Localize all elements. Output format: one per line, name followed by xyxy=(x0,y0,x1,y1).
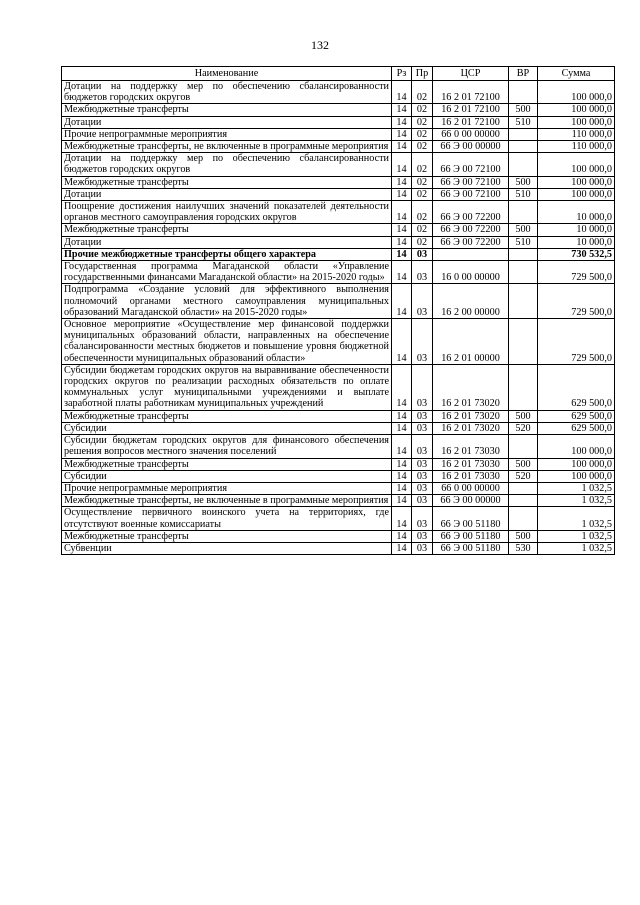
row-name: Субсидии xyxy=(62,470,392,482)
row-sum: 100 000,0 xyxy=(538,176,615,188)
row-vr xyxy=(509,153,538,176)
row-csr: 16 2 01 73020 xyxy=(433,364,509,410)
table-row xyxy=(62,435,615,458)
row-sum: 100 000,0 xyxy=(538,435,615,458)
row-name: Основное мероприятие «Осуществление мер финансовой поддержки муниципальных образований области, направленных на обеспечение сбалансированности местных бюджетов и повышение уровня бюджетной обеспеченности муниципальных образований области» xyxy=(62,319,392,365)
table-row xyxy=(62,319,615,365)
table-row xyxy=(62,364,615,410)
row-pr: 03 xyxy=(412,507,433,530)
table-body xyxy=(62,81,615,555)
row-sum: 100 000,0 xyxy=(538,458,615,470)
row-rz: 14 xyxy=(392,284,412,319)
row-name: Дотации xyxy=(62,188,392,200)
table-row xyxy=(62,410,615,422)
row-vr xyxy=(509,495,538,507)
row-name: Дотации на поддержку мер по обеспечению сбалансированности бюджетов городских округов xyxy=(62,153,392,176)
row-vr: 510 xyxy=(509,116,538,128)
row-rz: 14 xyxy=(392,530,412,542)
row-vr xyxy=(509,319,538,365)
row-csr: 66 Э 00 72200 xyxy=(433,236,509,248)
row-sum: 100 000,0 xyxy=(538,470,615,482)
header-name: Наименование xyxy=(62,67,392,81)
table-row xyxy=(62,261,615,284)
row-name: Межбюджетные трансферты xyxy=(62,224,392,236)
row-pr: 03 xyxy=(412,542,433,554)
row-csr: 16 2 01 72100 xyxy=(433,104,509,116)
row-rz: 14 xyxy=(392,507,412,530)
row-name: Субсидии бюджетам городских округов для финансового обеспечения решения вопросов местного значения поселений xyxy=(62,435,392,458)
row-name: Дотации xyxy=(62,236,392,248)
table-row xyxy=(62,530,615,542)
row-name: Межбюджетные трансферты, не включенные в программные мероприятия xyxy=(62,495,392,507)
row-pr: 02 xyxy=(412,176,433,188)
table-row xyxy=(62,176,615,188)
row-sum: 100 000,0 xyxy=(538,116,615,128)
table-row xyxy=(62,188,615,200)
table-row xyxy=(62,236,615,248)
row-vr: 530 xyxy=(509,542,538,554)
row-sum: 100 000,0 xyxy=(538,188,615,200)
row-pr: 03 xyxy=(412,495,433,507)
row-name: Межбюджетные трансферты xyxy=(62,458,392,470)
row-vr xyxy=(509,201,538,224)
row-csr: 16 2 01 00000 xyxy=(433,319,509,365)
table-row xyxy=(62,248,615,260)
row-pr: 03 xyxy=(412,458,433,470)
row-rz: 14 xyxy=(392,81,412,104)
row-vr: 520 xyxy=(509,422,538,434)
budget-table xyxy=(61,66,615,555)
row-name: Прочие непрограммные мероприятия xyxy=(62,482,392,494)
row-csr: 16 0 00 00000 xyxy=(433,261,509,284)
row-csr: 16 2 01 72100 xyxy=(433,116,509,128)
row-pr: 02 xyxy=(412,201,433,224)
row-vr xyxy=(509,507,538,530)
row-sum: 100 000,0 xyxy=(538,81,615,104)
row-rz: 14 xyxy=(392,201,412,224)
header-vr: ВР xyxy=(509,67,538,81)
row-csr: 16 2 01 73030 xyxy=(433,470,509,482)
row-pr: 02 xyxy=(412,104,433,116)
table-row xyxy=(62,470,615,482)
row-name: Осуществление первичного воинского учета на территориях, где отсутствуют военные комиссариаты xyxy=(62,507,392,530)
row-pr: 03 xyxy=(412,284,433,319)
row-rz: 14 xyxy=(392,422,412,434)
row-name: Субсидии xyxy=(62,422,392,434)
row-csr xyxy=(433,248,509,260)
row-pr: 03 xyxy=(412,410,433,422)
row-csr: 16 2 01 73030 xyxy=(433,458,509,470)
page-number: 132 xyxy=(311,38,329,52)
row-sum: 1 032,5 xyxy=(538,495,615,507)
row-rz: 14 xyxy=(392,104,412,116)
row-vr: 500 xyxy=(509,458,538,470)
row-rz: 14 xyxy=(392,116,412,128)
row-pr: 03 xyxy=(412,261,433,284)
row-csr: 66 0 00 00000 xyxy=(433,128,509,140)
row-rz: 14 xyxy=(392,224,412,236)
row-csr: 66 Э 00 51180 xyxy=(433,507,509,530)
table-header-row xyxy=(62,67,615,81)
header-pr: Пр xyxy=(412,67,433,81)
row-rz: 14 xyxy=(392,176,412,188)
row-vr xyxy=(509,482,538,494)
row-pr: 02 xyxy=(412,224,433,236)
row-rz: 14 xyxy=(392,410,412,422)
row-vr: 500 xyxy=(509,104,538,116)
row-sum: 1 032,5 xyxy=(538,542,615,554)
table-row xyxy=(62,507,615,530)
row-rz: 14 xyxy=(392,495,412,507)
row-csr: 16 2 01 72100 xyxy=(433,81,509,104)
row-vr xyxy=(509,128,538,140)
row-name: Межбюджетные трансферты xyxy=(62,104,392,116)
row-vr: 500 xyxy=(509,176,538,188)
header-rz: Рз xyxy=(392,67,412,81)
row-rz: 14 xyxy=(392,435,412,458)
row-csr: 66 Э 00 51180 xyxy=(433,530,509,542)
row-pr: 02 xyxy=(412,236,433,248)
header-sum: Сумма xyxy=(538,67,615,81)
row-rz: 14 xyxy=(392,470,412,482)
table-row xyxy=(62,422,615,434)
row-pr: 02 xyxy=(412,141,433,153)
row-name: Дотации xyxy=(62,116,392,128)
row-pr: 02 xyxy=(412,116,433,128)
header-csr: ЦСР xyxy=(433,67,509,81)
row-sum: 100 000,0 xyxy=(538,104,615,116)
row-sum: 629 500,0 xyxy=(538,422,615,434)
row-name: Прочие непрограммные мероприятия xyxy=(62,128,392,140)
table-row xyxy=(62,458,615,470)
row-name: Межбюджетные трансферты xyxy=(62,410,392,422)
row-rz: 14 xyxy=(392,364,412,410)
row-pr: 02 xyxy=(412,153,433,176)
row-name: Межбюджетные трансферты, не включенные в программные мероприятия xyxy=(62,141,392,153)
row-pr: 03 xyxy=(412,530,433,542)
row-vr: 520 xyxy=(509,470,538,482)
row-sum: 629 500,0 xyxy=(538,364,615,410)
row-csr: 66 Э 00 72200 xyxy=(433,224,509,236)
row-sum: 730 532,5 xyxy=(538,248,615,260)
row-rz: 14 xyxy=(392,482,412,494)
row-sum: 629 500,0 xyxy=(538,410,615,422)
row-vr xyxy=(509,435,538,458)
row-rz: 14 xyxy=(392,542,412,554)
row-name: Дотации на поддержку мер по обеспечению сбалансированности бюджетов городских округов xyxy=(62,81,392,104)
row-rz: 14 xyxy=(392,261,412,284)
row-sum: 729 500,0 xyxy=(538,319,615,365)
table-row xyxy=(62,104,615,116)
row-name: Государственная программа Магаданской области «Управление государственными финансами Магаданской области» на 2015-2020 годы» xyxy=(62,261,392,284)
row-csr: 16 2 01 73030 xyxy=(433,435,509,458)
row-name: Подпрограмма «Создание условий для эффективного выполнения полномочий органами местного самоуправления муниципальных образований Магаданской области» на 2015-2020 годы» xyxy=(62,284,392,319)
row-sum: 110 000,0 xyxy=(538,128,615,140)
row-csr: 66 Э 00 72100 xyxy=(433,188,509,200)
row-sum: 10 000,0 xyxy=(538,236,615,248)
row-vr xyxy=(509,364,538,410)
row-rz: 14 xyxy=(392,248,412,260)
row-rz: 14 xyxy=(392,458,412,470)
table-row xyxy=(62,141,615,153)
table-row xyxy=(62,153,615,176)
row-pr: 03 xyxy=(412,422,433,434)
row-pr: 03 xyxy=(412,470,433,482)
table-row xyxy=(62,128,615,140)
row-vr: 500 xyxy=(509,224,538,236)
row-vr: 500 xyxy=(509,410,538,422)
table-row xyxy=(62,542,615,554)
table-row xyxy=(62,81,615,104)
table-row xyxy=(62,201,615,224)
row-pr: 02 xyxy=(412,128,433,140)
row-rz: 14 xyxy=(392,141,412,153)
table-row xyxy=(62,116,615,128)
row-pr: 03 xyxy=(412,248,433,260)
row-csr: 16 2 00 00000 xyxy=(433,284,509,319)
row-sum: 729 500,0 xyxy=(538,261,615,284)
row-csr: 66 Э 00 51180 xyxy=(433,542,509,554)
row-sum: 10 000,0 xyxy=(538,224,615,236)
row-csr: 66 Э 00 72200 xyxy=(433,201,509,224)
row-vr xyxy=(509,141,538,153)
row-sum: 729 500,0 xyxy=(538,284,615,319)
table-row xyxy=(62,224,615,236)
row-pr: 03 xyxy=(412,319,433,365)
row-vr xyxy=(509,81,538,104)
table-row xyxy=(62,284,615,319)
row-vr: 510 xyxy=(509,236,538,248)
row-csr: 16 2 01 73020 xyxy=(433,410,509,422)
table-row xyxy=(62,482,615,494)
row-pr: 02 xyxy=(412,81,433,104)
row-rz: 14 xyxy=(392,188,412,200)
row-csr: 66 Э 00 00000 xyxy=(433,141,509,153)
row-csr: 66 Э 00 72100 xyxy=(433,176,509,188)
row-name: Поощрение достижения наилучших значений показателей деятельности органов местного самоуправления городских округов xyxy=(62,201,392,224)
row-pr: 03 xyxy=(412,482,433,494)
row-sum: 10 000,0 xyxy=(538,201,615,224)
row-vr xyxy=(509,248,538,260)
row-sum: 1 032,5 xyxy=(538,482,615,494)
row-name: Прочие межбюджетные трансферты общего характера xyxy=(62,248,392,260)
row-name: Межбюджетные трансферты xyxy=(62,176,392,188)
row-rz: 14 xyxy=(392,236,412,248)
row-vr: 510 xyxy=(509,188,538,200)
row-rz: 14 xyxy=(392,153,412,176)
row-vr xyxy=(509,284,538,319)
row-csr: 66 Э 00 00000 xyxy=(433,495,509,507)
table-row xyxy=(62,495,615,507)
row-name: Межбюджетные трансферты xyxy=(62,530,392,542)
row-csr: 66 Э 00 72100 xyxy=(433,153,509,176)
row-rz: 14 xyxy=(392,128,412,140)
row-sum: 1 032,5 xyxy=(538,530,615,542)
row-rz: 14 xyxy=(392,319,412,365)
row-sum: 110 000,0 xyxy=(538,141,615,153)
row-csr: 16 2 01 73020 xyxy=(433,422,509,434)
row-sum: 100 000,0 xyxy=(538,153,615,176)
row-csr: 66 0 00 00000 xyxy=(433,482,509,494)
row-name: Субсидии бюджетам городских округов на выравнивание обеспеченности городских округов по реализации расходных обязательств по оплате коммунальных услуг муниципальными учреждениями и выплате заработной платы работникам муниципальных учреждений xyxy=(62,364,392,410)
row-name: Субвенции xyxy=(62,542,392,554)
row-vr: 500 xyxy=(509,530,538,542)
row-pr: 02 xyxy=(412,188,433,200)
row-vr xyxy=(509,261,538,284)
row-pr: 03 xyxy=(412,364,433,410)
row-sum: 1 032,5 xyxy=(538,507,615,530)
row-pr: 03 xyxy=(412,435,433,458)
